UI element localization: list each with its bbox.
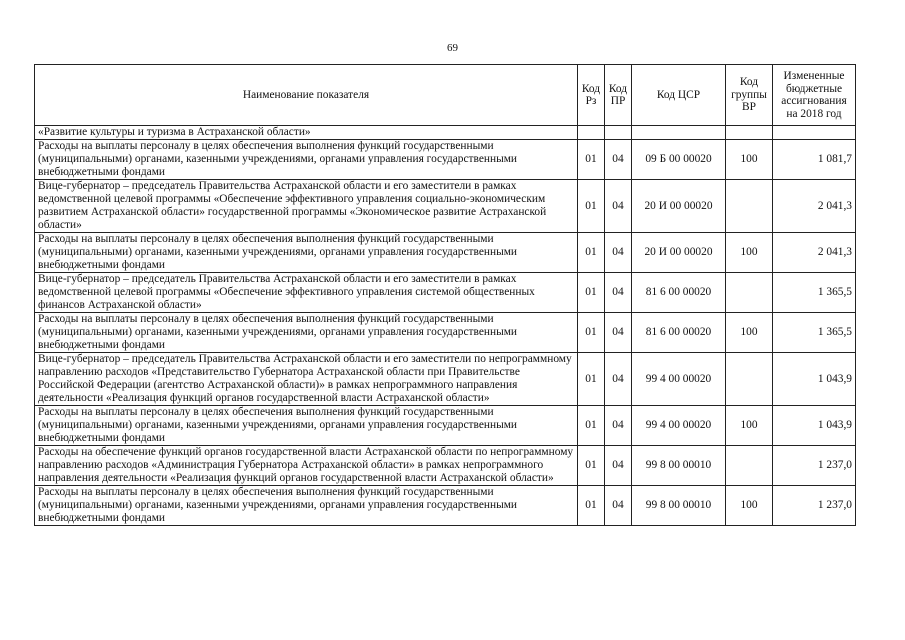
table-row <box>35 406 856 446</box>
header-vr-line3: ВР <box>742 101 756 114</box>
row-pr: 04 <box>605 446 632 486</box>
row-rz: 01 <box>578 233 605 273</box>
row-vr: 100 <box>726 486 773 526</box>
row-amount: 1 237,0 <box>773 486 856 526</box>
header-vr-line2: группы <box>731 88 767 101</box>
header-vr-line1: Код <box>739 76 759 89</box>
table-row <box>35 353 856 406</box>
row-csr: 99 4 00 00020 <box>632 353 726 406</box>
row-pr: 04 <box>605 406 632 446</box>
table-row <box>35 180 856 233</box>
header-pr-line2: ПР <box>610 95 626 107</box>
row-rz: 01 <box>578 273 605 313</box>
row-rz: 01 <box>578 353 605 406</box>
row-rz: 01 <box>578 180 605 233</box>
row-amount: 1 043,9 <box>773 353 856 406</box>
row-vr <box>726 180 773 233</box>
row-csr: 99 8 00 00010 <box>632 486 726 526</box>
section-title: «Развитие культуры и туризма в Астраханской области» <box>35 126 578 140</box>
header-vr <box>726 65 773 126</box>
row-name: Вице-губернатор – председатель Правительства Астраханской области и его заместители в рамках ведомственной целевой программы «Обеспечение эффективного управления социально-экономическим развитием Астраханской области» государственной программы «Экономическое развитие Астраханской области» <box>35 180 578 233</box>
row-amount: 1 081,7 <box>773 140 856 180</box>
row-rz: 01 <box>578 140 605 180</box>
section-rz <box>578 126 605 140</box>
row-amount: 2 041,3 <box>773 233 856 273</box>
row-vr <box>726 353 773 406</box>
header-csr: Код ЦСР <box>632 65 726 126</box>
page-number: 69 <box>447 42 458 54</box>
row-rz: 01 <box>578 486 605 526</box>
section-pr <box>605 126 632 140</box>
table-row <box>35 313 856 353</box>
row-pr: 04 <box>605 273 632 313</box>
row-vr <box>726 446 773 486</box>
section-vr <box>726 126 773 140</box>
table-row <box>35 273 856 313</box>
header-pr-line1: Код <box>608 82 628 95</box>
row-name: Расходы на выплаты персоналу в целях обеспечения выполнения функций государственными (муниципальными) органами, казенными учреждениями, органами управления государственными внебюджетными фондами <box>35 313 578 353</box>
row-vr: 100 <box>726 406 773 446</box>
row-vr <box>726 273 773 313</box>
header-amount <box>773 65 856 126</box>
header-rz <box>578 65 605 126</box>
row-csr: 99 8 00 00010 <box>632 446 726 486</box>
row-vr: 100 <box>726 233 773 273</box>
header-name: Наименование показателя <box>35 65 578 126</box>
row-csr: 81 6 00 00020 <box>632 273 726 313</box>
header-rz-line2: Рз <box>585 95 597 107</box>
header-amount-line4: на 2018 год <box>786 107 842 120</box>
row-name: Расходы на выплаты персоналу в целях обеспечения выполнения функций государственными (муниципальными) органами, казенными учреждениями, органами управления государственными внебюджетными фондами <box>35 406 578 446</box>
row-amount: 2 041,3 <box>773 180 856 233</box>
row-name: Вице-губернатор – председатель Правительства Астраханской области и его заместители в рамках ведомственной целевой программы «Обеспечение эффективного управления системой общественных финансов Астраханской области» <box>35 273 578 313</box>
row-rz: 01 <box>578 446 605 486</box>
row-vr: 100 <box>726 313 773 353</box>
budget-table <box>34 64 856 526</box>
section-row <box>35 126 856 140</box>
row-pr: 04 <box>605 233 632 273</box>
row-name: Расходы на обеспечение функций органов государственной власти Астраханской области по непрограммному направлению расходов «Администрация Губернатора Астраханской области» в рамках непрограммного направления деятельности «Реализация функций органов государственной власти Астраханской области» <box>35 446 578 486</box>
row-amount: 1 043,9 <box>773 406 856 446</box>
row-csr: 20 И 00 00020 <box>632 180 726 233</box>
row-vr: 100 <box>726 140 773 180</box>
row-pr: 04 <box>605 486 632 526</box>
header-rz-line1: Код <box>581 82 601 95</box>
row-pr: 04 <box>605 180 632 233</box>
table-row <box>35 233 856 273</box>
header-amount-line1: Измененные <box>783 70 845 82</box>
row-amount: 1 237,0 <box>773 446 856 486</box>
header-amount-line2: бюджетные <box>785 82 843 95</box>
header-amount-line3: ассигнования <box>781 95 847 107</box>
row-amount: 1 365,5 <box>773 273 856 313</box>
row-csr: 99 4 00 00020 <box>632 406 726 446</box>
row-pr: 04 <box>605 140 632 180</box>
row-rz: 01 <box>578 313 605 353</box>
row-name: Расходы на выплаты персоналу в целях обеспечения выполнения функций государственными (муниципальными) органами, казенными учреждениями, органами управления государственными внебюджетными фондами <box>35 140 578 180</box>
row-csr: 20 И 00 00020 <box>632 233 726 273</box>
header-pr <box>605 65 632 126</box>
row-pr: 04 <box>605 313 632 353</box>
row-name: Расходы на выплаты персоналу в целях обеспечения выполнения функций государственными (муниципальными) органами, казенными учреждениями, органами управления государственными внебюджетными фондами <box>35 233 578 273</box>
row-name: Вице-губернатор – председатель Правительства Астраханской области и его заместители по непрограммному направлению расходов «Представительство Губернатора Астраханской области при Правительстве Российской Федерации (агентство Астраханской области)» в рамках непрограммного направления деятельности «Реализация функций органов государственной власти Астраханской области» <box>35 353 578 406</box>
row-amount: 1 365,5 <box>773 313 856 353</box>
table-row <box>35 486 856 526</box>
row-rz: 01 <box>578 406 605 446</box>
section-csr <box>632 126 726 140</box>
row-csr: 81 6 00 00020 <box>632 313 726 353</box>
table-row <box>35 446 856 486</box>
row-name: Расходы на выплаты персоналу в целях обеспечения выполнения функций государственными (муниципальными) органами, казенными учреждениями, органами управления государственными внебюджетными фондами <box>35 486 578 526</box>
section-amount <box>773 126 856 140</box>
row-csr: 09 Б 00 00020 <box>632 140 726 180</box>
table-header-row <box>35 65 856 126</box>
row-pr: 04 <box>605 353 632 406</box>
table-row <box>35 140 856 180</box>
